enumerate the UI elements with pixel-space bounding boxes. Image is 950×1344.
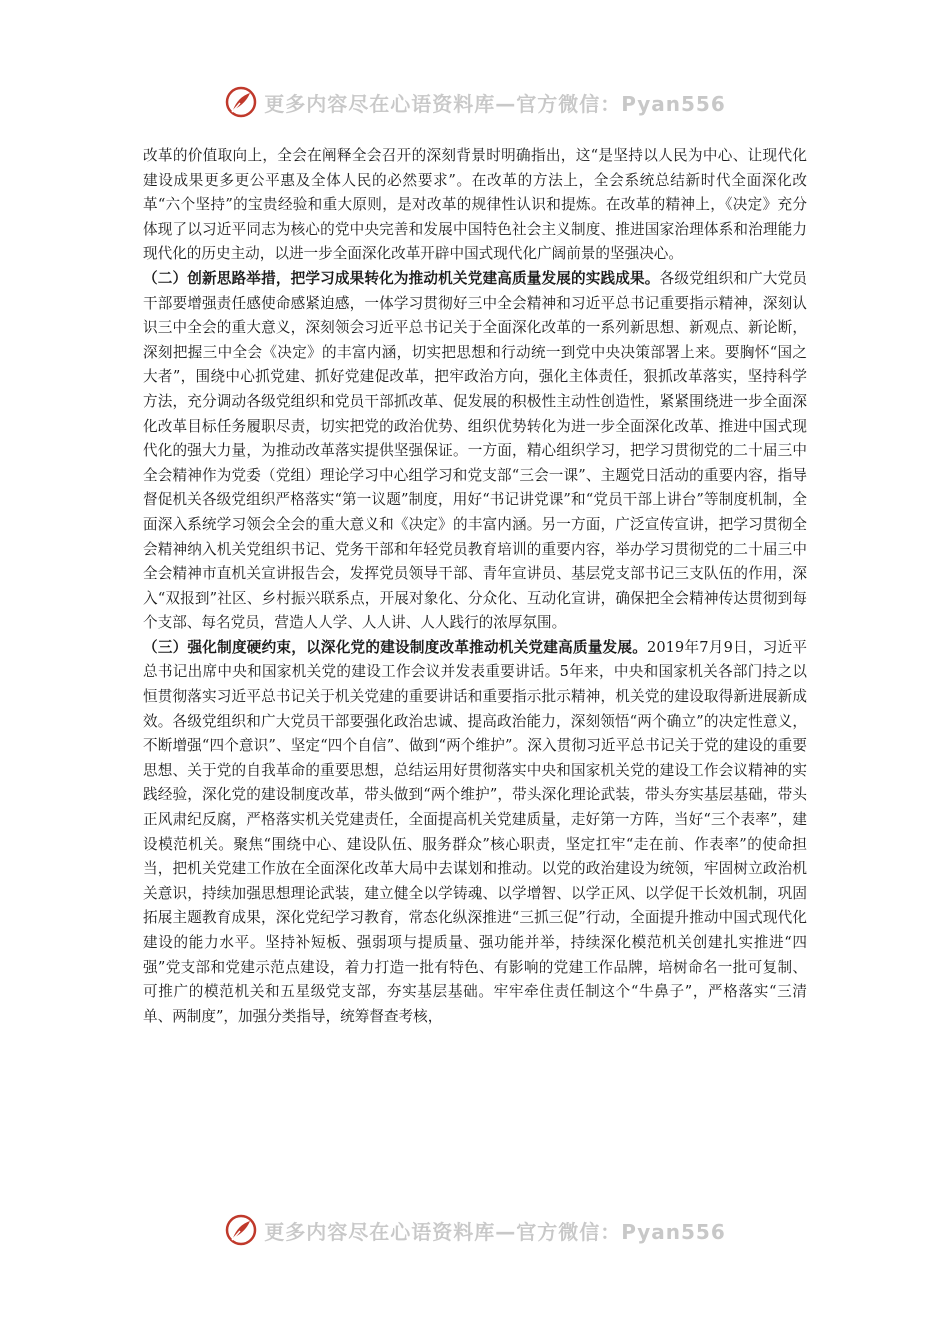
section-2 <box>143 267 807 636</box>
document-body <box>143 144 807 1029</box>
paragraph-1: 改革的价值取向上，全会在阐释全会召开的深刻背景时明确指出，这“是坚持以人民为中心、让现代化建设成果更多更公平惠及全体人民的必然要求”。在改革的方法上，全会系统总结新时代全面深化改革“六个坚持”的宝贵经验和重大原则，是对改革的规律性认识和提炼。在改革的精神上，《决定》充分体现了以习近平同志为核心的党中央完善和发展中国特色社会主义制度、推进国家治理体系和治理能力现代化的历史主动，以进一步全面深化改革开辟中国式现代化广阔前景的坚强决心。 <box>143 147 807 263</box>
section-3-heading: （三）强化制度硬约束，以深化党的建设制度改革推动机关党建高质量发展。 <box>143 638 648 656</box>
section-2-heading: （二）创新思路举措，把学习成果转化为推动机关党建高质量发展的实践成果。 <box>143 269 660 287</box>
section-2-body: 各级党组织和广大党员干部要增强责任感使命感紧迫感，一体学习贯彻好三中全会精神和习近平总书记重要指示精神，深刻认识三中全会的重大意义，深刻领会习近平总书记关于全面深化改革的一系列新思想、新观点、新论断，深刻把握三中全会《决定》的丰富内涵，切实把思想和行动统一到党中央决策部署上来。要胸怀“国之大者”，围绕中心抓党建、抓好党建促改革，把牢政治方向，强化主体责任，狠抓改革落实，坚持科学方法，充分调动各级党组织和党员干部抓改革、促发展的积极性主动性创造性，紧紧围绕进一步全面深化改革目标任务履职尽责，切实把党的政治优势、组织优势转化为进一步全面深化改革、推进中国式现代化的强大力量，为推动改革落实提供坚强保证。一方面，精心组织学习，把学习贯彻党的二十届三中全会精神作为党委（党组）理论学习中心组学习和党支部“三会一课”、主题党日活动的重要内容，指导督促机关各级党组织严格落实“第一议题”制度，用好“书记讲党课”和“党员干部上讲台”等制度机制，全面深入系统学习领会全会的重大意义和《决定》的丰富内涵。另一方面，广泛宣传宣讲，把学习贯彻全会精神纳入机关党组织书记、党务干部和年轻党员教育培训的重要内容，举办学习贯彻党的二十届三中全会精神市直机关宣讲报告会，发挥党员领导干部、青年宣讲员、基层党支部书记三支队伍的作用，深入“双报到”社区、乡村振兴联系点，开展对象化、分众化、互动化宣讲，确保把全会精神传达贯彻到每个支部、每名党员，营造人人学、人人讲、人人践行的浓厚氛围。 <box>143 269 807 632</box>
quill-logo-icon <box>224 1213 258 1247</box>
footer-watermark <box>0 1208 950 1252</box>
quill-logo-icon <box>224 85 258 119</box>
footer-watermark-text: 更多内容尽在心语资料库—官方微信：Pyan556 <box>264 1219 726 1244</box>
section-3 <box>143 636 807 1030</box>
header-watermark <box>0 80 950 124</box>
header-watermark-text: 更多内容尽在心语资料库—官方微信：Pyan556 <box>264 91 726 116</box>
section-3-body: 2019年7月9日，习近平总书记出席中央和国家机关党的建设工作会议并发表重要讲话。5年来，中央和国家机关各部门持之以恒贯彻落实习近平总书记关于机关党建的重要讲话和重要指示批示精神，机关党的建设取得新进展新成效。各级党组织和广大党员干部要强化政治忠诚、提高政治能力，深刻领悟“两个确立”的决定性意义，不断增强“四个意识”、坚定“四个自信”、做到“两个维护”。深入贯彻习近平总书记关于党的建设的重要思想、关于党的自我革命的重要思想，总结运用好贯彻落实中央和国家机关党的建设工作会议精神的实践经验，深化党的建设制度改革，带头做到“两个维护”，带头深化理论武装，带头夯实基层基础，带头正风肃纪反腐，严格落实机关党建责任，全面提高机关党建质量，走好第一方阵，当好“三个表率”，建设模范机关。聚焦“围绕中心、建设队伍、服务群众”核心职责，坚定扛牢“走在前、作表率”的使命担当，把机关党建工作放在全面深化改革大局中去谋划和推动。以党的政治建设为统领，牢固树立政治机关意识，持续加强思想理论武装，建立健全以学铸魂、以学增智、以学正风、以学促干长效机制，巩固拓展主题教育成果，深化党纪学习教育，常态化纵深推进“三抓三促”行动，全面提升推动中国式现代化建设的能力水平。坚持补短板、强弱项与提质量、强功能并举，持续深化模范机关创建扎实推进“四强”党支部和党建示范点建设，着力打造一批有特色、有影响的党建工作品牌，培树命名一批可复制、可推广的模范机关和五星级党支部，夯实基层基础。牢牢牵住责任制这个“牛鼻子”，严格落实“三清单、两制度”，加强分类指导，统筹督查考核， <box>143 638 807 1025</box>
